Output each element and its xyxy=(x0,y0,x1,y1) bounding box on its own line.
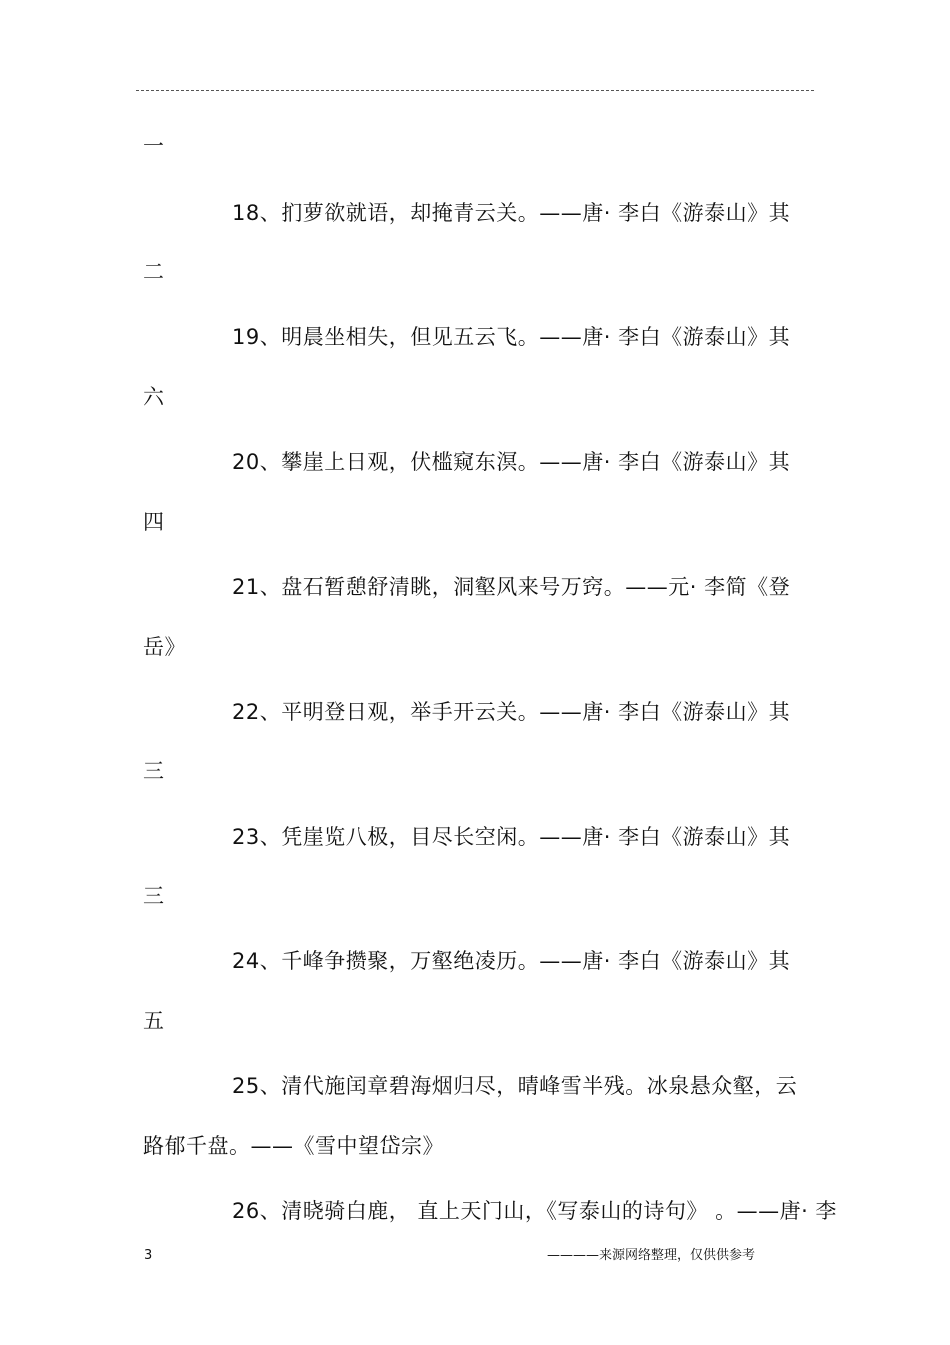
text-line: 一 xyxy=(143,134,165,158)
text-line: 五 xyxy=(143,1009,165,1033)
footer-note: ————来源网络整理，仅供供参考 xyxy=(547,1248,756,1263)
text-line: 23、凭崖览八极，目尽长空闲。——唐· 李白《游泰山》其 xyxy=(232,825,791,849)
header-divider xyxy=(136,90,814,91)
text-line: 19、明晨坐相失，但见五云飞。——唐· 李白《游泰山》其 xyxy=(232,325,791,349)
text-line: 四 xyxy=(143,510,165,534)
text-line: 岳》 xyxy=(143,635,186,659)
text-line: 22、平明登日观，举手开云关。——唐· 李白《游泰山》其 xyxy=(232,700,791,724)
page-number: 3 xyxy=(144,1248,153,1263)
text-line: 26、清晓骑白鹿， 直上天门山，《写泰山的诗句》 。——唐· 李 xyxy=(232,1199,837,1223)
text-line: 24、千峰争攒聚，万壑绝凌历。——唐· 李白《游泰山》其 xyxy=(232,949,791,973)
text-line: 25、清代施闰章碧海烟归尽，晴峰雪半残。冰泉悬众壑，云 xyxy=(232,1074,798,1098)
text-line: 21、盘石暂憩舒清眺，洞壑风来号万窍。——元· 李简《登 xyxy=(232,575,791,599)
text-line: 三 xyxy=(143,884,165,908)
text-line: 20、攀崖上日观，伏槛窥东溟。——唐· 李白《游泰山》其 xyxy=(232,450,791,474)
text-line: 六 xyxy=(143,385,165,409)
text-line: 18、扪萝欲就语，却掩青云关。——唐· 李白《游泰山》其 xyxy=(232,201,791,225)
text-line: 三 xyxy=(143,759,165,783)
text-line: 二 xyxy=(143,260,165,284)
text-line: 路郁千盘。——《雪中望岱宗》 xyxy=(143,1134,444,1158)
